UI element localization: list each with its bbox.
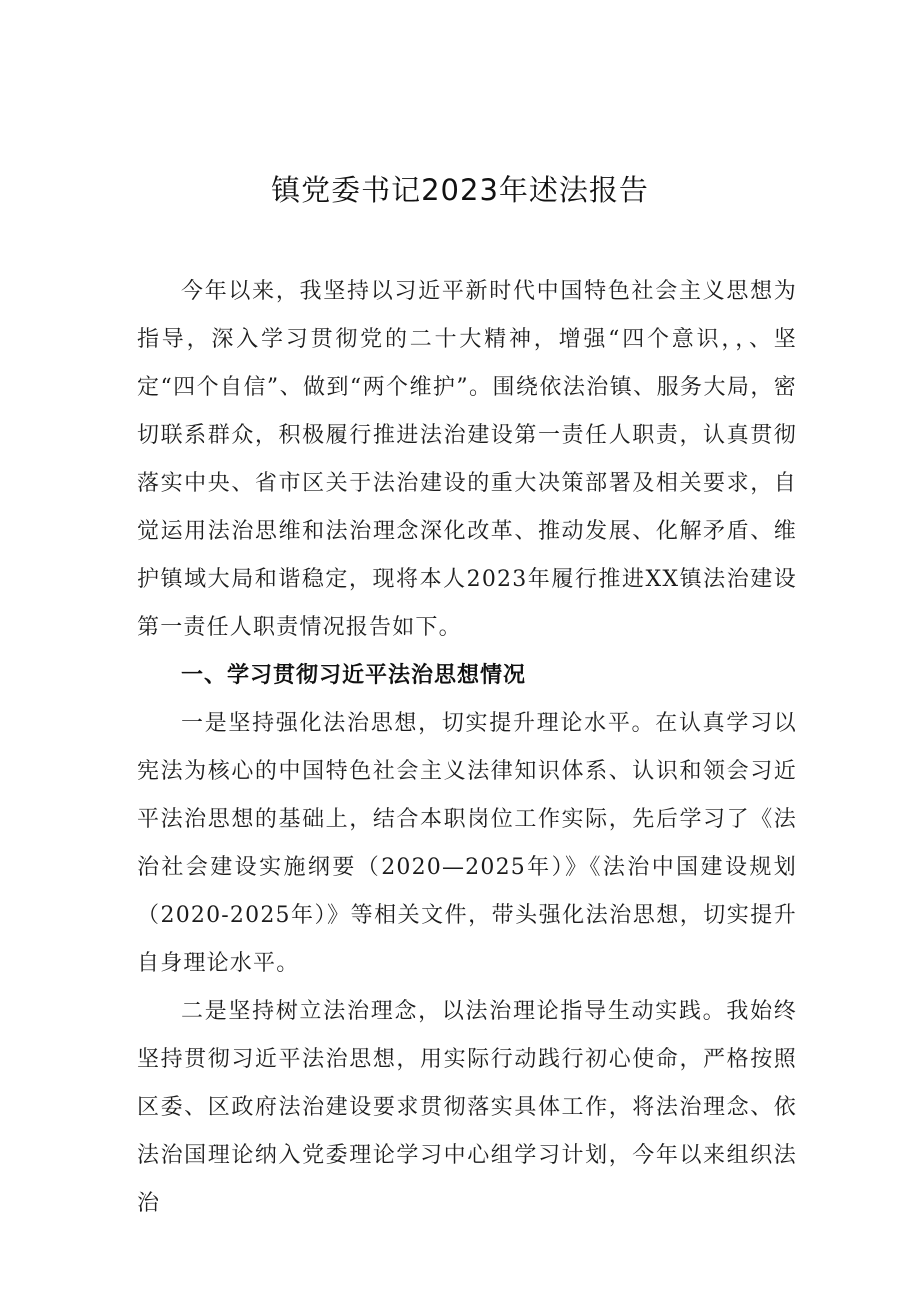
intro-section [137,268,797,652]
section-1-paragraph-1-block [137,700,797,988]
intro-paragraph: 今年以来，我坚持以习近平新时代中国特色社会主义思想为指导，深入学习贯彻党的二十大精神，增强“四个意识，，、坚定“四个自信”、做到“两个维护”。围绕依法治镇、服务大局，密切联系群众，积极履行推进法治建设第一责任人职责，认真贯彻落实中央、省市区关于法治建设的重大决策部署及相关要求，自觉运用法治思维和法治理念深化改革、推动发展、化解矛盾、维护镇域大局和谐稳定，现将本人2023年履行推进XX镇法治建设第一责任人职责情况报告如下。 [137,279,797,640]
body-paragraph: 二是坚持树立法治理念，以法治理论指导生动实践。我始终坚持贯彻习近平法治思想，用实际行动践行初心使命，严格按照区委、区政府法治建设要求贯彻落实具体工作，将法治理念、依法治国理论纳入党委理论学习中心组学习计划，今年以来组织法治 [137,999,797,1216]
section-1-paragraph-2-block [137,988,797,1228]
section-heading: 一、学习贯彻习近平法治思想情况 [181,663,527,688]
document-title: 镇党委书记2023年述法报告 [271,173,649,207]
section-1-heading-block [137,652,797,700]
body-paragraph: 一是坚持强化法治思想，切实提升理论水平。在认真学习以宪法为核心的中国特色社会主义法律知识体系、认识和领会习近平法治思想的基础上，结合本职岗位工作实际，先后学习了《法治社会建设实施纲要（2020—2025年）》《法治中国建设规划（2020-2025年）》等相关文件，带头强化法治思想，切实提升自身理论水平。 [137,711,797,976]
